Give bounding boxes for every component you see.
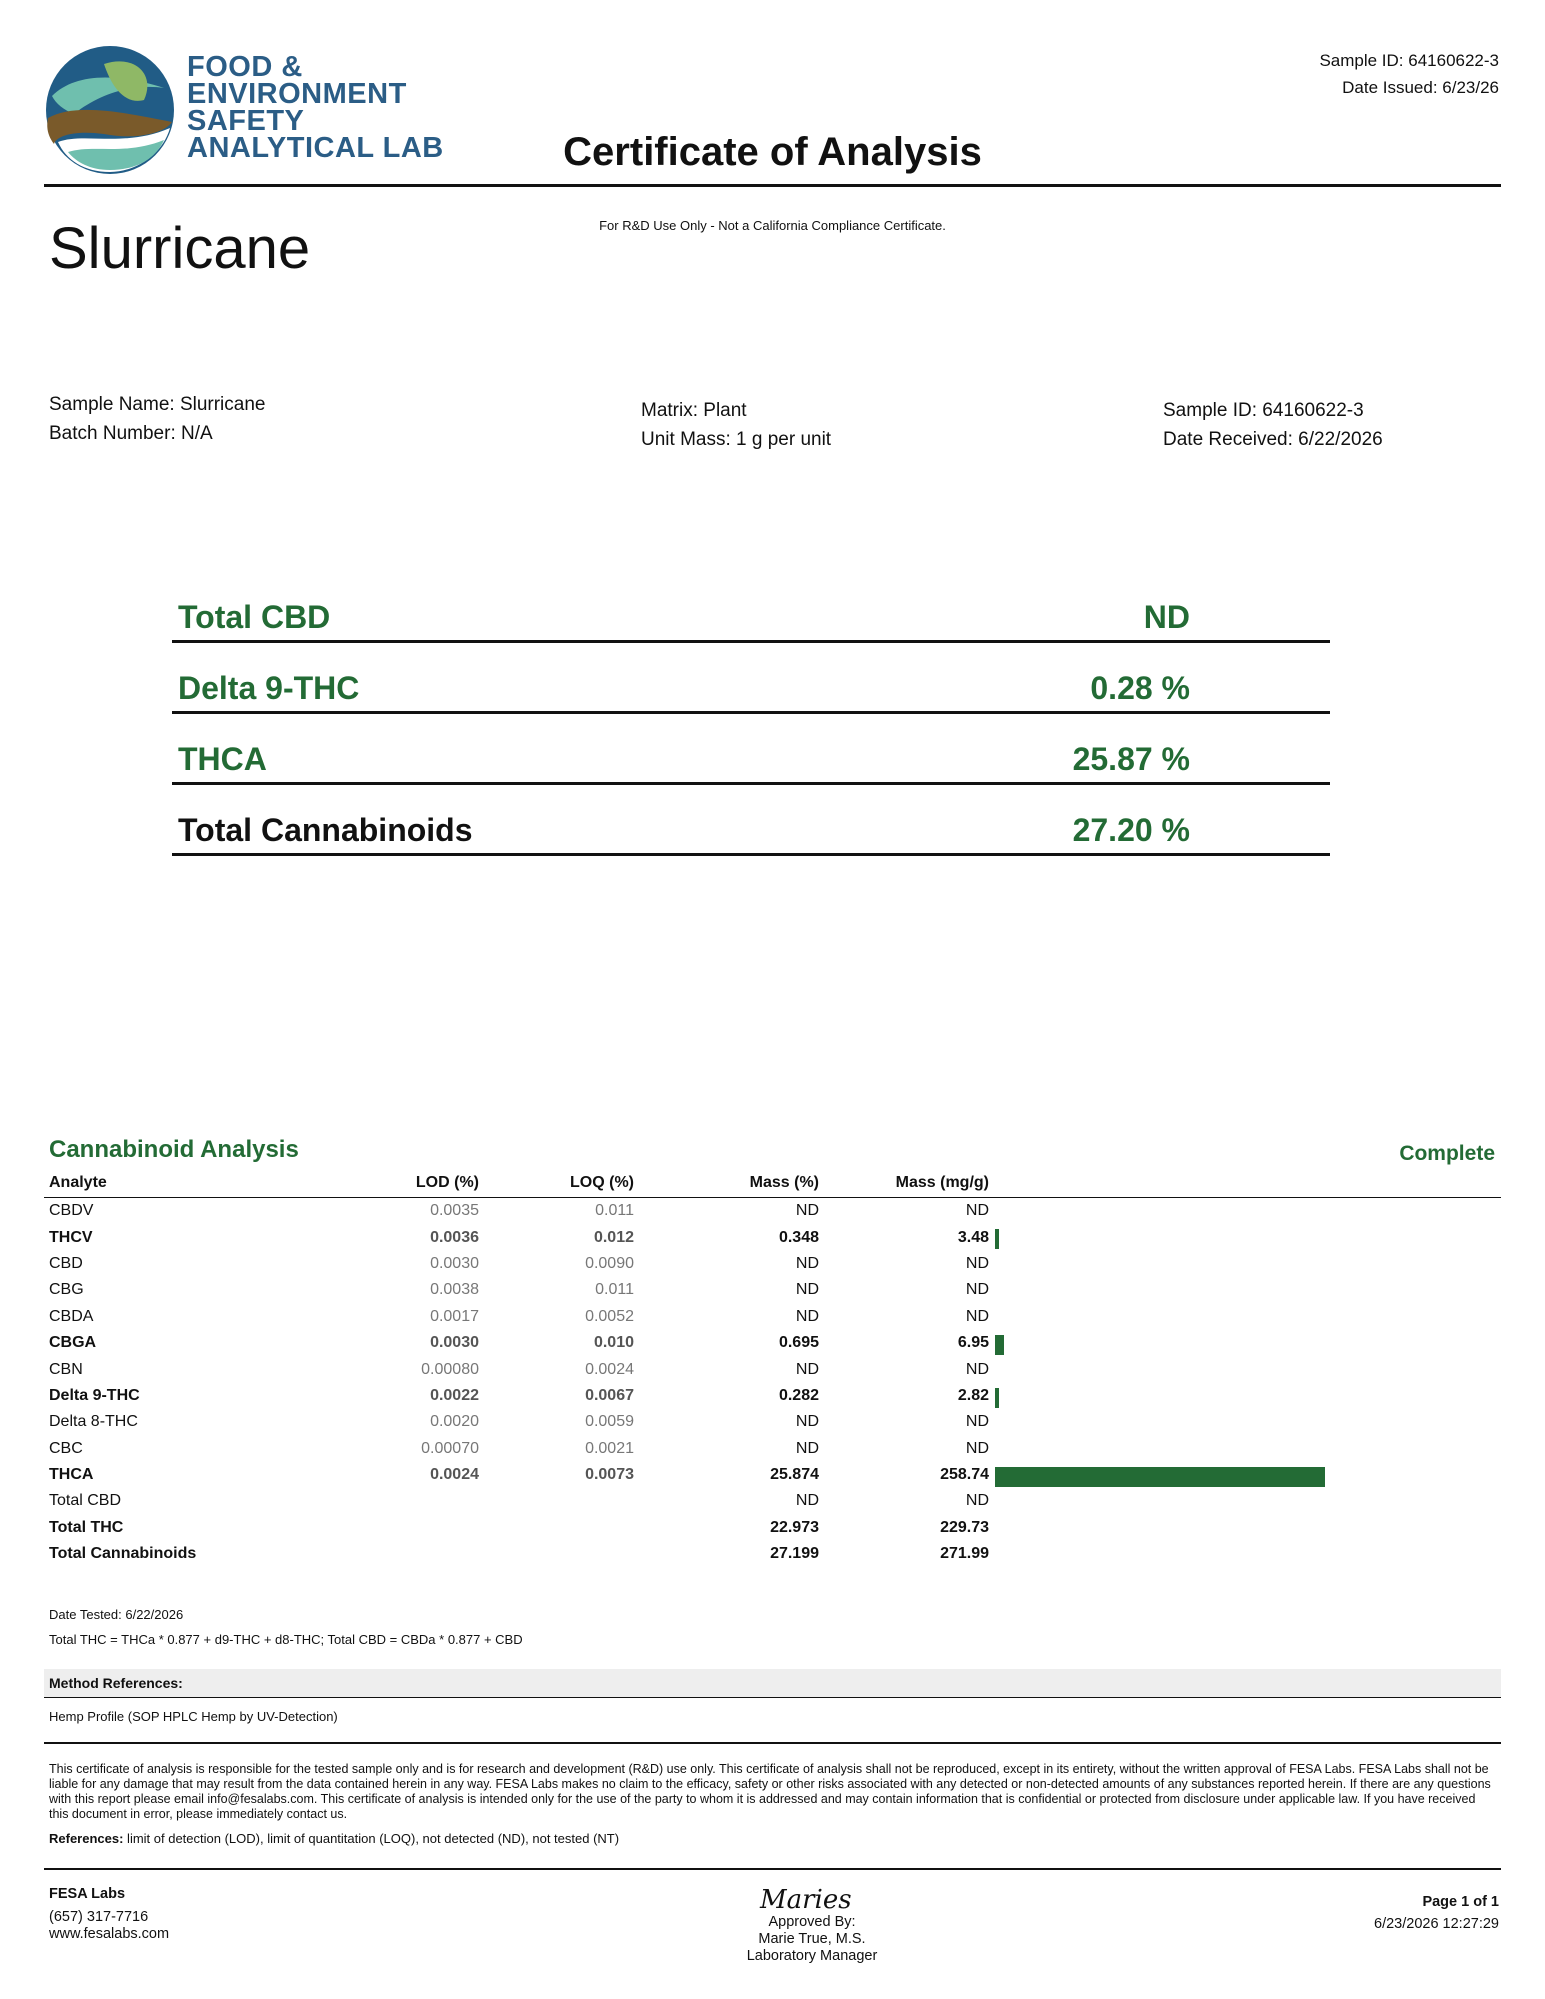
mass-pct-cell: 25.874 (770, 1466, 819, 1484)
bar-cell (989, 1224, 1501, 1250)
header-sample-id: Sample ID: 64160622-3 (1319, 51, 1499, 70)
mass-bar (995, 1229, 999, 1249)
bar-cell (989, 1304, 1501, 1330)
loq-cell: 0.0090 (585, 1254, 634, 1272)
col-header-lod: LOD (%) (349, 1168, 479, 1198)
analyte-cell: CBDV (49, 1202, 94, 1220)
loq-cell: 0.010 (593, 1334, 634, 1352)
analyte-cell: THCV (49, 1228, 93, 1246)
table-row (44, 1251, 1501, 1277)
bar-cell (989, 1541, 1501, 1567)
analyte-cell: THCA (49, 1466, 94, 1484)
mass-mg-cell: 258.74 (940, 1466, 989, 1484)
analyte-cell: CBN (49, 1360, 83, 1378)
header-date-issued: Date Issued: 6/23/26 (1342, 78, 1499, 97)
footer-approval (672, 1914, 952, 1965)
bar-cell (989, 1277, 1501, 1303)
analysis-title: Cannabinoid Analysis (49, 1136, 299, 1163)
mass-pct-cell: 0.348 (778, 1228, 819, 1246)
mass-mg-cell: ND (965, 1202, 989, 1220)
table-row (44, 1383, 1501, 1409)
analyte-cell: CBC (49, 1439, 83, 1457)
meta-col-2 (641, 396, 831, 454)
summary-label: Total Cannabinoids (178, 812, 473, 848)
table-row (44, 1541, 1501, 1567)
loq-cell: 0.011 (595, 1281, 634, 1299)
approver-signature: Maries (760, 1885, 852, 1915)
col-header-loq: LOQ (%) (479, 1168, 634, 1198)
loq-cell: 0.0067 (585, 1386, 634, 1404)
product-name: Slurricane (49, 216, 311, 281)
date-tested: Date Tested: 6/22/2026 (49, 1607, 184, 1622)
col-header-mass-pct: Mass (%) (634, 1168, 819, 1198)
mass-mg-cell: 2.82 (957, 1386, 989, 1404)
company-website[interactable]: www.fesalabs.com (49, 1926, 170, 1942)
header-ids (1319, 47, 1499, 101)
company-name: FESA Labs (49, 1886, 126, 1902)
table-row (44, 1515, 1501, 1541)
method-header-label: Method References: (49, 1675, 183, 1691)
company-phone: (657) 317-7716 (49, 1909, 149, 1925)
loq-cell: 0.012 (593, 1228, 634, 1246)
references-text: limit of detection (LOD), limit of quantitation (LOQ), not detected (ND), not tested (NT) (123, 1831, 620, 1846)
disclaimer: This certificate of analysis is responsible for the tested sample only and is for research and development (R&D) use only. This certificate of analysis shall not be reproduced, except in its entirety, without the written approval of FESA Labs. FESA Labs shall not be liable for any damage that may result from the data contained herein in any way. FESA Labs makes no claim to the efficacy, safety or other risks associated with any detected or non-detected amounts of any substances reported herein. If there are any questions with this report please email info@fesalabs.com. This certificate of analysis is intended only for the use of the party to whom it is addressed and may contain information that is confidential or protected from disclosure under applicable law. If you have received this document in error, please immediately contact us. (49, 1762, 1491, 1821)
rd-notice: For R&D Use Only - Not a California Compliance Certificate. (599, 218, 946, 233)
mass-mg-cell: ND (965, 1360, 989, 1378)
lod-cell: 0.0038 (430, 1281, 479, 1299)
analyte-cell: Total THC (49, 1518, 124, 1536)
loq-cell: 0.0052 (585, 1307, 634, 1325)
col-header-analyte: Analyte (44, 1168, 349, 1198)
table-row (44, 1224, 1501, 1250)
summary-label: THCA (178, 741, 267, 777)
date-received: Date Received: 6/22/2026 (1163, 429, 1383, 450)
page-number: Page 1 of 1 (1422, 1894, 1499, 1910)
mass-pct-cell: 22.973 (770, 1518, 819, 1536)
footer-company (49, 1886, 169, 1943)
summary-row (172, 570, 1330, 643)
loq-cell: 0.0021 (585, 1439, 634, 1457)
mass-mg-cell: ND (965, 1254, 989, 1272)
mass-pct-cell: ND (795, 1439, 819, 1457)
sample-id: Sample ID: 64160622-3 (1163, 400, 1364, 421)
analyte-cell: CBGA (49, 1334, 97, 1352)
mass-pct-cell: 0.695 (778, 1334, 819, 1352)
analyte-cell: Total Cannabinoids (49, 1545, 197, 1563)
table-row (44, 1304, 1501, 1330)
mass-pct-cell: ND (795, 1202, 819, 1220)
table-row (44, 1488, 1501, 1514)
lod-cell: 0.0036 (430, 1228, 479, 1246)
report-timestamp: 6/23/2026 12:27:29 (1374, 1916, 1499, 1932)
lod-cell: 0.0022 (430, 1386, 479, 1404)
lod-cell: 0.0030 (430, 1254, 479, 1272)
table-row (44, 1330, 1501, 1356)
matrix: Matrix: Plant (641, 400, 747, 421)
mass-mg-cell: 229.73 (940, 1518, 989, 1536)
mass-mg-cell: ND (965, 1439, 989, 1457)
mass-mg-cell: 3.48 (957, 1228, 989, 1246)
bar-cell (989, 1488, 1501, 1514)
col-header-bar (989, 1168, 1501, 1198)
lod-cell: 0.0035 (430, 1202, 479, 1220)
loq-cell: 0.0059 (585, 1413, 634, 1431)
cannabinoid-table (44, 1168, 1501, 1567)
method-references-header (44, 1669, 1501, 1698)
approver-title: Laboratory Manager (746, 1948, 878, 1964)
table-row (44, 1436, 1501, 1462)
analyte-cell: CBG (49, 1281, 84, 1299)
analyte-cell: Total CBD (49, 1492, 122, 1510)
method-reference: Hemp Profile (SOP HPLC Hemp by UV-Detection) (49, 1709, 338, 1724)
summary-row (172, 712, 1330, 785)
summary-label: Delta 9-THC (178, 670, 360, 706)
header-divider (44, 184, 1501, 187)
loq-cell: 0.0073 (585, 1466, 634, 1484)
summary-row (172, 783, 1330, 856)
method-divider (44, 1742, 1501, 1744)
mass-bar (995, 1335, 1004, 1355)
mass-mg-cell: 6.95 (957, 1334, 989, 1352)
lod-cell (349, 1541, 479, 1567)
lod-cell: 0.0017 (430, 1307, 479, 1325)
mass-pct-cell: ND (795, 1254, 819, 1272)
lod-cell (349, 1515, 479, 1541)
loq-cell: 0.011 (595, 1202, 634, 1220)
mass-bar (995, 1388, 999, 1408)
mass-mg-cell: ND (965, 1413, 989, 1431)
references-label: References: (49, 1831, 124, 1846)
loq-cell (479, 1488, 634, 1514)
references (49, 1831, 619, 1846)
analysis-status: Complete (1399, 1142, 1495, 1165)
analyte-cell: CBDA (49, 1307, 94, 1325)
mass-pct-cell: ND (795, 1281, 819, 1299)
summary-value: ND (1143, 599, 1190, 635)
unit-mass: Unit Mass: 1 g per unit (641, 429, 832, 450)
mass-pct-cell: ND (795, 1413, 819, 1431)
analyte-cell: Delta 9-THC (49, 1386, 140, 1404)
total-formula: Total THC = THCa * 0.877 + d9-THC + d8-THC; Total CBD = CBDa * 0.877 + CBD (49, 1632, 523, 1647)
lod-cell: 0.00070 (421, 1439, 479, 1457)
lod-cell: 0.0030 (430, 1334, 479, 1352)
mass-pct-cell: 0.282 (778, 1386, 819, 1404)
summary-value: 25.87 % (1072, 741, 1190, 777)
mass-pct-cell: ND (795, 1360, 819, 1378)
analyte-cell: CBD (49, 1254, 83, 1272)
bar-cell (989, 1383, 1501, 1409)
col-header-mass-mg: Mass (mg/g) (819, 1168, 989, 1198)
lod-cell: 0.00080 (421, 1360, 479, 1378)
mass-mg-cell: 271.99 (940, 1545, 989, 1563)
summary-row (172, 641, 1330, 714)
mass-mg-cell: ND (965, 1492, 989, 1510)
meta-col-1 (49, 390, 265, 448)
logo-line: ANALYTICAL LAB (187, 132, 444, 164)
logo-line: ENVIRONMENT (187, 78, 407, 110)
approved-by-label: Approved By: (768, 1914, 856, 1930)
bar-cell (989, 1356, 1501, 1382)
bar-cell (989, 1330, 1501, 1356)
mass-bar (995, 1467, 1325, 1487)
summary-value: 27.20 % (1072, 812, 1190, 848)
mass-pct-cell: 27.199 (770, 1545, 819, 1563)
bar-cell (989, 1436, 1501, 1462)
lod-cell (349, 1488, 479, 1514)
logo-line: FOOD & (187, 51, 303, 83)
logo-line: SAFETY (187, 105, 305, 137)
lod-cell: 0.0020 (430, 1413, 479, 1431)
batch-number: Batch Number: N/A (49, 423, 213, 444)
loq-cell (479, 1515, 634, 1541)
bar-cell (989, 1251, 1501, 1277)
bar-cell (989, 1409, 1501, 1435)
table-row (44, 1409, 1501, 1435)
sample-name: Sample Name: Slurricane (49, 394, 266, 415)
table-header-row (44, 1168, 1501, 1198)
mass-pct-cell: ND (795, 1307, 819, 1325)
footer-divider (44, 1868, 1501, 1870)
table-row (44, 1198, 1501, 1225)
analyte-cell: Delta 8-THC (49, 1413, 138, 1431)
bar-cell (989, 1198, 1501, 1225)
table-row (44, 1356, 1501, 1382)
approver-name: Marie True, M.S. (758, 1931, 866, 1947)
bar-cell (989, 1462, 1501, 1488)
mass-pct-cell: ND (795, 1492, 819, 1510)
table-row (44, 1462, 1501, 1488)
summary-label: Total CBD (178, 599, 331, 635)
bar-cell (989, 1515, 1501, 1541)
meta-col-3 (1163, 396, 1383, 454)
loq-cell (479, 1541, 634, 1567)
summary-value: 0.28 % (1090, 670, 1190, 706)
footer-page-info (1374, 1894, 1499, 1933)
mass-mg-cell: ND (965, 1281, 989, 1299)
table-row (44, 1277, 1501, 1303)
lod-cell: 0.0024 (430, 1466, 479, 1484)
mass-mg-cell: ND (965, 1307, 989, 1325)
loq-cell: 0.0024 (585, 1360, 634, 1378)
page-title: Certificate of Analysis (563, 130, 982, 174)
